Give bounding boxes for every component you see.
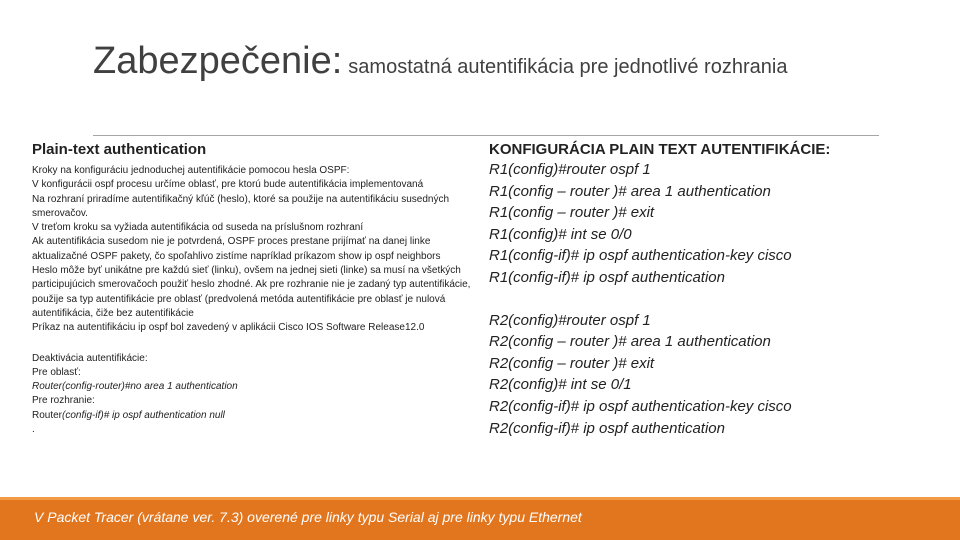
deactivation-interface-prefix: Router: [32, 409, 63, 421]
deactivation-section: [32, 352, 477, 438]
deactivation-heading: Deaktivácia autentifikácie:: [32, 352, 148, 364]
deactivation-area-command: Router(config-router)#no area 1 authentication: [32, 381, 238, 393]
footer-bar: [0, 497, 960, 540]
r1-command: R1(config)#router ospf 1: [489, 161, 651, 178]
deactivation-trailing: .: [32, 424, 35, 436]
left-body: [32, 164, 477, 336]
title-main: Zabezpečenie:: [93, 40, 343, 82]
left-column: [32, 141, 477, 437]
title-subtitle: samostatná autentifikácia pre jednotlivé rozhrania: [348, 56, 788, 78]
deactivation-area-label: Pre oblasť:: [32, 366, 81, 378]
r2-command: R2(config-if)# ip ospf authentication: [489, 419, 725, 437]
left-paragraph: Kroky na konfiguráciu jednoduchej autentifikácie pomocou hesla OSPF:: [32, 165, 350, 176]
left-paragraph: V konfigurácii ospf procesu určíme oblasť, pre ktorú bude autentifikácia implementovaná: [32, 179, 424, 191]
deactivation-interface-cmd: (config-if)# ip ospf authentication null: [62, 409, 225, 421]
r1-command: R1(config – router )# area 1 authentication: [489, 182, 771, 200]
left-heading: Plain-text authentication: [32, 141, 207, 158]
r1-command: R1(config-if)# ip ospf authentication: [489, 268, 725, 286]
left-paragraph: Na rozhraní priradíme autentifikačný kľúč (heslo), ktoré sa použije na autentifikáciu susedných smerovačov.: [32, 193, 450, 219]
left-paragraph: Heslo môže byť unikátne pre každú sieť (linku), ovšem na jednej sieti (linke) sa musí na všetkých participujúcich smerovačoch použiť heslo zhodné. Ak pre rozhranie nie je zadaný typ autentifikácie, použije sa typ autentifikácie pre oblasť (predvolená metóda autentifikácie pre oblasť je nulová autentifikácia, čiže bez autentifikácie: [32, 265, 471, 319]
footer-accent-line: [0, 497, 960, 500]
deactivation-interface-command: [32, 409, 477, 423]
right-column: [489, 141, 929, 439]
deactivation-interface-label: Pre rozhranie:: [32, 395, 95, 407]
left-paragraph: Ak autentifikácia susedom nie je potvrdená, OSPF proces prestane prijímať na danej linke aktualizačné OSPF pakety, čo spoľahlivo zistíme napríklad príkazom show ip ospf neighbors: [32, 236, 441, 262]
right-heading: KONFIGURÁCIA PLAIN TEXT AUTENTIFIKÁCIE:: [489, 141, 831, 158]
title-divider: [93, 135, 879, 136]
r2-command: R2(config – router )# exit: [489, 354, 655, 372]
left-paragraph: V treťom kroku sa vyžiada autentifikácia od suseda na príslušnom rozhraní: [32, 222, 364, 234]
r2-command: R2(config)#router ospf 1: [489, 311, 651, 329]
slide-title: [93, 40, 787, 83]
footer-text: V Packet Tracer (vrátane ver. 7.3) overené pre linky typu Serial aj pre linky typu Ethernet: [34, 509, 582, 525]
r2-command: R2(config-if)# ip ospf authentication-key cisco: [489, 397, 792, 415]
r1-command: R1(config-if)# ip ospf authentication-key cisco: [489, 247, 792, 265]
r1-command-block: [489, 159, 929, 289]
r2-command: R2(config – router )# area 1 authentication: [489, 333, 771, 351]
r2-command: R2(config)# int se 0/1: [489, 376, 632, 394]
r1-command: R1(config – router )# exit: [489, 204, 655, 222]
left-paragraph: Príkaz na autentifikáciu ip ospf bol zavedený v aplikácii Cisco IOS Software Release12.0: [32, 322, 425, 334]
r2-command-block: [489, 310, 929, 440]
r1-command: R1(config)# int se 0/0: [489, 225, 632, 243]
